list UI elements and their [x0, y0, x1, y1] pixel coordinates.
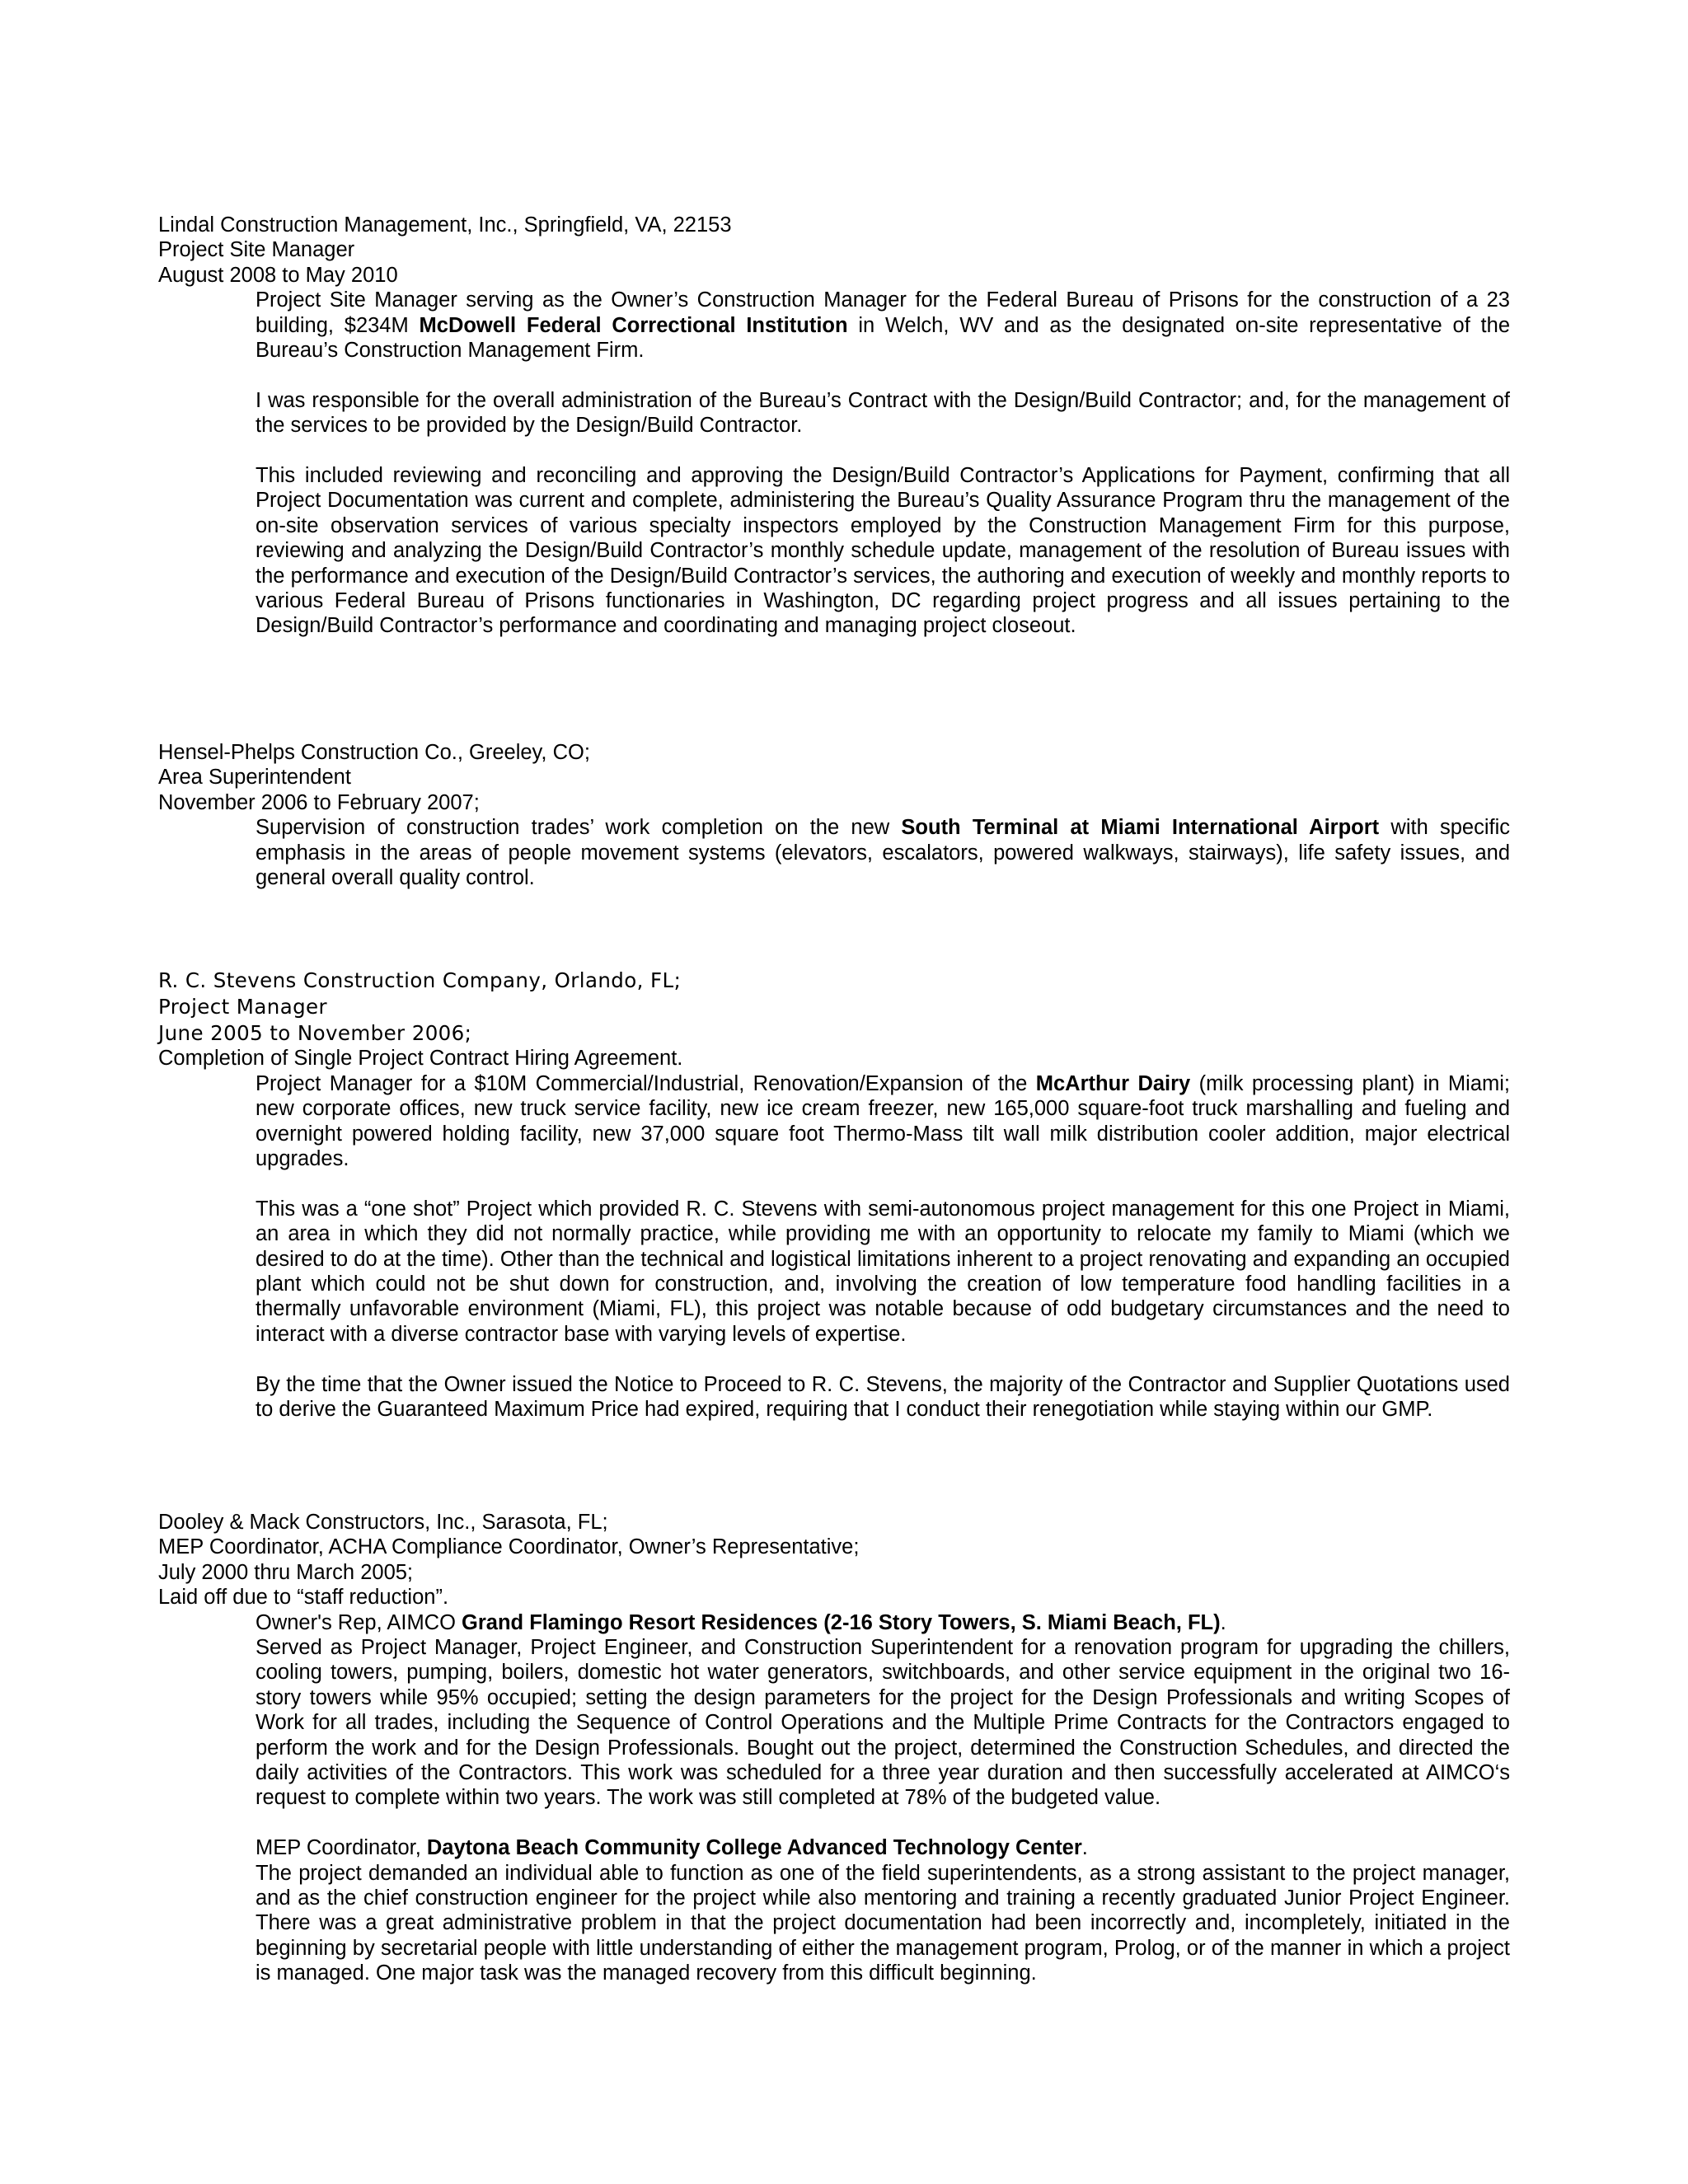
job-dates: November 2006 to February 2007;: [158, 790, 480, 814]
job-title: Project Manager: [158, 994, 328, 1019]
paragraph-text: Owner's Rep, AIMCO: [256, 1610, 462, 1634]
job-dates: June 2005 to November 2006;: [158, 1020, 472, 1045]
job-dates: August 2008 to May 2010: [158, 263, 398, 287]
job-entry-hensel-phelps: [158, 740, 1510, 890]
project-name: McDowell Federal Correctional Institution: [419, 313, 848, 337]
project-name: South Terminal at Miami International Airport: [901, 816, 1380, 840]
job-title: MEP Coordinator, ACHA Compliance Coordinator, Owner’s Representative;: [158, 1535, 860, 1559]
description-paragraph: [256, 288, 1510, 363]
description-paragraph: Served as Project Manager, Project Engineer, and Construction Superintendent for a renovation program for upgrading the chillers, cooling towers, pumping, boilers, domestic hot water generators, switchboards, and other service equipment in the original two 16-story towers while 95% occupied; setting the design parameters for the project for the Design Professionals and writing Scopes of Work for all trades, including the Sequence of Control Operations and the Multiple Prime Contracts for the Contractors engaged to perform the work and for the Design Professionals. Bought out the project, determined the Construction Schedules, and directed the daily activities of the Contractors. This work was scheduled for a three year duration and then successfully accelerated at AIMCO‘s request to complete within two years. The work was still completed at 78% of the budgeted value.: [256, 1636, 1510, 1810]
description-paragraph: This included reviewing and reconciling and approving the Design/Build Contractor’s Applications for Payment, confirming that all Project Documentation was current and complete, administering the Bureau’s Quality Assurance Program thru the management of the on-site observation services of various specialty inspectors employed by the Construction Management Firm for this purpose, reviewing and analyzing the Design/Build Contractor’s monthly schedule update, management of the resolution of Bureau issues with the performance and execution of the Design/Build Contractor’s services, the authoring and execution of weekly and monthly reports to various Federal Bureau of Prisons functionaries in Washington, DC regarding project progress and all issues pertaining to the Design/Build Contractor’s performance and coordinating and managing project closeout.: [256, 464, 1510, 638]
job-entry-dooley-mack: [158, 1510, 1510, 1986]
job-dates: July 2000 thru March 2005;: [158, 1560, 414, 1584]
job-description: [256, 815, 1510, 890]
paragraph-text: with specific emphasis in the areas of people movement systems (elevators, escalators, powered walkways, stairways), life safety issues, and general overall quality control.: [256, 816, 1511, 890]
job-entry-rc-stevens: [158, 968, 1510, 1422]
job-note: Completion of Single Project Contract Hiring Agreement.: [158, 1047, 683, 1071]
project-heading: [256, 1835, 1510, 1860]
paragraph-text: Project Site Manager serving as the Owner’s Construction Manager for the Federal Bureau of Prisons for the construction of a 23 building, $234M: [256, 288, 1510, 337]
project-name: McArthur Dairy: [1035, 1071, 1191, 1095]
paragraph-text: in Welch, WV and as the designated on-site representative of the Bureau’s Construction Management Firm.: [256, 313, 1510, 363]
project-heading: [256, 1610, 1510, 1635]
job-note: Laid off due to “staff reduction”.: [158, 1586, 449, 1610]
description-paragraph: The project demanded an individual able to function as one of the field superintendents, as a strong assistant to the project manager, and as the chief construction engineer for the project while also mentoring and training a recently graduated Junior Project Engineer. There was a great administrative problem in that the project documentation had been incorrectly and, incompletely, initiated in the beginning by secretarial people with little understanding of either the management program, Prolog, or of the manner in which a project is managed. One major task was the managed recovery from this difficult beginning.: [256, 1861, 1510, 1985]
description-paragraph: By the time that the Owner issued the Notice to Proceed to R. C. Stevens, the majority of the Contractor and Supplier Quotations used to derive the Guaranteed Maximum Price had expired, requiring that I conduct their renegotiation while staying within our GMP.: [256, 1372, 1510, 1422]
job-entry-lindal: [158, 213, 1510, 639]
job-description: [256, 1610, 1510, 1986]
job-description: [256, 1071, 1510, 1422]
paragraph-text: .: [1220, 1610, 1226, 1634]
job-description: [256, 288, 1510, 639]
company-name: Lindal Construction Management, Inc., Springfield, VA, 22153: [158, 213, 732, 237]
description-paragraph: I was responsible for the overall administration of the Bureau’s Contract with the Design/Build Contractor; and, for the management of the services to be provided by the Design/Build Contractor.: [256, 388, 1510, 438]
company-name: Dooley & Mack Constructors, Inc., Sarasota, FL;: [158, 1511, 608, 1534]
paragraph-text: Project Manager for a $10M Commercial/Industrial, Renovation/Expansion of the: [256, 1071, 1036, 1095]
description-paragraph: This was a “one shot” Project which provided R. C. Stevens with semi-autonomous project management for this one Project in Miami, an area in which they did not normally practice, while providing me with an opportunity to relocate my family to Miami (which we desired to do at the time). Other than the technical and logistical limitations inherent to a project renovating and expanding an occupied plant which could not be shut down for construction, and, involving the creation of low temperature food handling facilities in a thermally unfavorable environment (Miami, FL), this project was notable because of odd budgetary circumstances and the need to interact with a diverse contractor base with varying levels of expertise.: [256, 1197, 1510, 1346]
job-title: Area Superintendent: [158, 766, 351, 790]
project-name: Daytona Beach Community College Advanced Technology Center: [426, 1836, 1082, 1860]
company-name: R. C. Stevens Construction Company, Orlando, FL;: [158, 968, 682, 992]
description-paragraph: [256, 1071, 1510, 1172]
job-title: Project Site Manager: [158, 238, 355, 262]
paragraph-text: (milk processing plant) in Miami; new corporate offices, new truck service facility, new ice cream freezer, new 165,000 square-foot truck marshalling and fueling and overnight powered holding facility, new 37,000 square foot Thermo-Mass tilt wall milk distribution cooler addition, major electrical upgrades.: [256, 1071, 1511, 1171]
company-name: Hensel-Phelps Construction Co., Greeley, CO;: [158, 741, 590, 764]
paragraph-text: .: [1081, 1836, 1088, 1860]
paragraph-text: MEP Coordinator,: [256, 1836, 427, 1860]
description-paragraph: [256, 815, 1510, 890]
project-name: Grand Flamingo Resort Residences (2-16 Story Towers, S. Miami Beach, FL): [462, 1610, 1221, 1634]
paragraph-text: Supervision of construction trades’ work completion on the new: [256, 816, 902, 840]
